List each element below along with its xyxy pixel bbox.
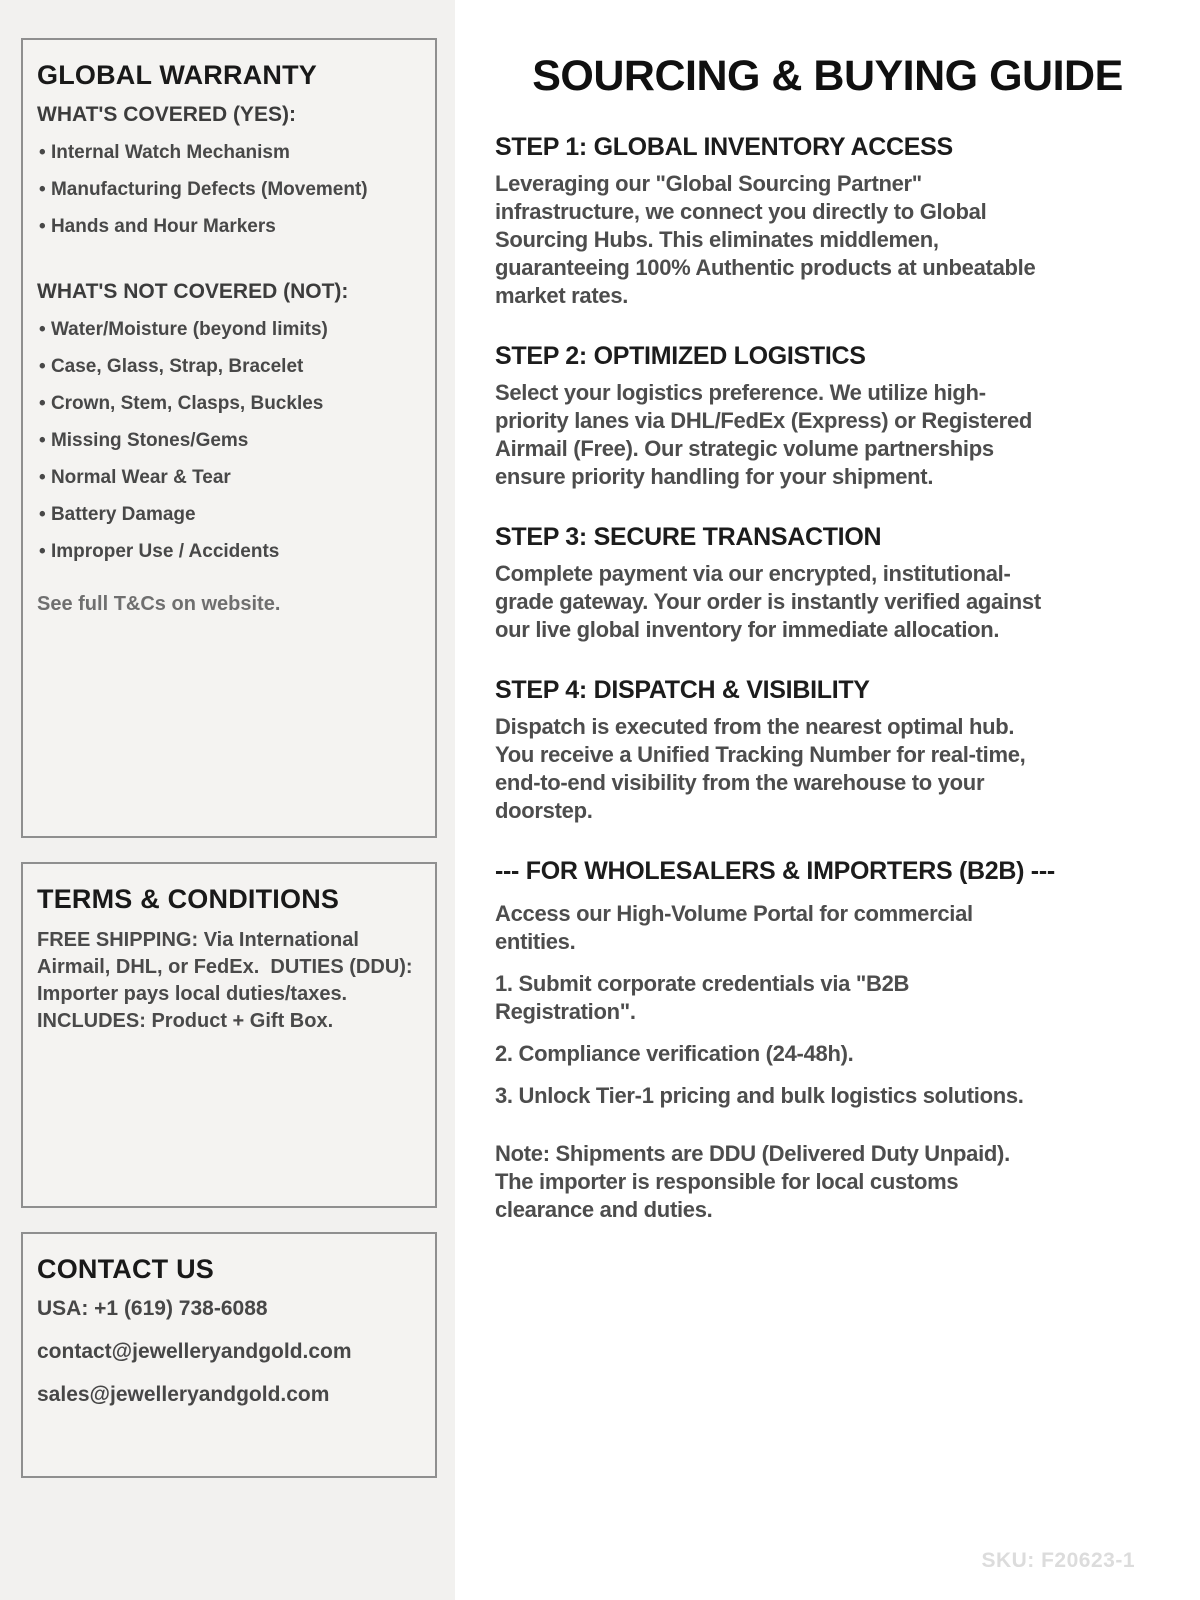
list-item: • Case, Glass, Strap, Bracelet: [37, 356, 419, 378]
b2b-section: [495, 857, 1200, 1224]
sku-label: SKU: F20623-1: [981, 1549, 1135, 1572]
step-2-section: [495, 342, 1200, 491]
step-2-body: Select your logistics preference. We utilize high-priority lanes via DHL/FedEx (Express) or Registered Airmail (Free). Our strategic volume partnerships ensure priority handling for your shipment.: [495, 380, 1033, 489]
b2b-step-1: 1. Submit corporate credentials via "B2B Registration".: [495, 971, 910, 1024]
not-covered-heading: WHAT'S NOT COVERED (NOT):: [37, 280, 349, 303]
list-item: • Improper Use / Accidents: [37, 541, 419, 563]
warranty-panel: [21, 38, 437, 838]
list-item: • Hands and Hour Markers: [37, 216, 419, 238]
sidebar: [0, 0, 455, 1600]
contact-panel: [21, 1232, 437, 1478]
contact-email: contact@jewelleryandgold.com: [37, 1340, 352, 1363]
step-1-heading: STEP 1: GLOBAL INVENTORY ACCESS: [495, 133, 953, 161]
contact-phone: USA: +1 (619) 738-6088: [37, 1297, 268, 1320]
step-3-section: [495, 523, 1200, 644]
step-3-heading: STEP 3: SECURE TRANSACTION: [495, 523, 882, 551]
warranty-title: GLOBAL WARRANTY: [37, 60, 317, 90]
main-content: [455, 0, 1200, 1600]
step-3-body: Complete payment via our encrypted, institutional-grade gateway. Your order is instantly verified against our live global inventory for immediate allocation.: [495, 561, 1041, 642]
covered-list: [37, 142, 419, 238]
terms-title: TERMS & CONDITIONS: [37, 884, 340, 914]
step-1-section: [495, 133, 1200, 310]
b2b-step-3: 3. Unlock Tier-1 pricing and bulk logistics solutions.: [495, 1083, 1024, 1108]
step-4-body: Dispatch is executed from the nearest optimal hub. You receive a Unified Tracking Number for real-time, end-to-end visibility from the warehouse to your doorstep.: [495, 714, 1026, 823]
list-item: • Crown, Stem, Clasps, Buckles: [37, 393, 419, 415]
b2b-note: Note: Shipments are DDU (Delivered Duty Unpaid). The importer is responsible for local customs clearance and duties.: [495, 1141, 1010, 1222]
page-title: SOURCING & BUYING GUIDE: [532, 52, 1123, 100]
list-item: • Missing Stones/Gems: [37, 430, 419, 452]
sales-email: sales@jewelleryandgold.com: [37, 1383, 330, 1406]
step-4-heading: STEP 4: DISPATCH & VISIBILITY: [495, 676, 870, 704]
list-item: • Internal Watch Mechanism: [37, 142, 419, 164]
warranty-footnote: See full T&Cs on website.: [37, 593, 281, 615]
covered-heading: WHAT'S COVERED (YES):: [37, 103, 296, 126]
list-item: • Battery Damage: [37, 504, 419, 526]
list-item: • Manufacturing Defects (Movement): [37, 179, 419, 201]
b2b-heading: --- FOR WHOLESALERS & IMPORTERS (B2B) ---: [495, 857, 1055, 885]
b2b-step-2: 2. Compliance verification (24-48h).: [495, 1041, 854, 1066]
list-item: • Water/Moisture (beyond limits): [37, 319, 419, 341]
step-1-body: Leveraging our "Global Sourcing Partner" infrastructure, we connect you directly to Global Sourcing Hubs. This eliminates middlemen, guaranteeing 100% Authentic products at unbeatable market rates.: [495, 171, 1036, 308]
terms-panel: [21, 862, 437, 1208]
contact-title: CONTACT US: [37, 1254, 214, 1284]
not-covered-list: [37, 319, 419, 563]
b2b-intro: Access our High-Volume Portal for commercial entities.: [495, 901, 973, 954]
list-item: • Normal Wear & Tear: [37, 467, 419, 489]
terms-body: FREE SHIPPING: Via International Airmail, DHL, or FedEx. DUTIES (DDU): Importer pays local duties/taxes. INCLUDES: Product + Gift Box.: [37, 929, 419, 1032]
step-2-heading: STEP 2: OPTIMIZED LOGISTICS: [495, 342, 866, 370]
step-4-section: [495, 676, 1200, 825]
